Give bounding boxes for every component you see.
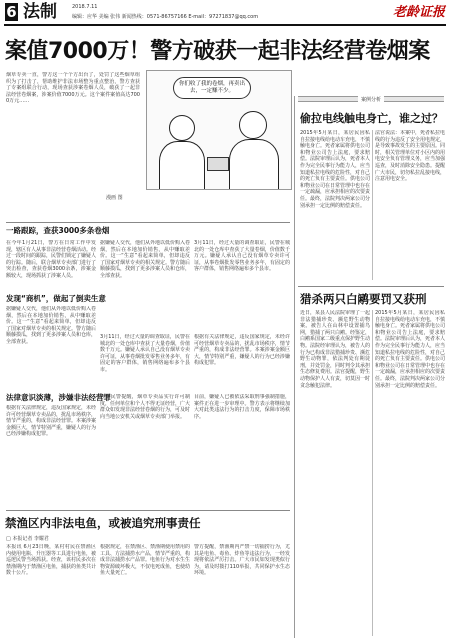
sidebar-headline: 偷拉电线触电身亡，谁之过？ [300,112,443,125]
page-header [4,2,446,26]
story2-headline: 猎杀两只白鹇要罚又获刑 [300,292,427,306]
cigarette-carton-icon [207,157,229,171]
story3-column-3: 警方提醒，禁渔期内严禁一切捕捞行为，尤其是电鱼、毒鱼、炸鱼等违法行为，一经发现将依法严厉打击。广大市民如发现类似行为，请及时拨打110举报，共同保护水生态环境。 [194,544,290,577]
cartoon-speech-bubble: 你们收了我的卷烟，再卖出去，一定赚不少。 [173,77,251,99]
page-number: 6 [6,3,17,21]
cartoon-illustration [146,70,292,190]
figure-body-icon [159,141,205,190]
lead-column-2b: 3月11日，经过大量的调查取证，民警在城北的一处仓库中查获了大量卷烟，价值数千万元。嫌疑人承认自己没有烟草专卖许可证，从事卷烟批发零售业务多年，有固定的客户群体，销售网络遍布多个县市。 [100,334,190,373]
column-divider [372,310,373,636]
story3-headline: 禁渔区内非法电鱼，或被追究刑事责任 [5,516,201,530]
sidebar-text: 2015年5月某日，某居民因私自拉接电线给电动车充电，不慎触电身亡。死者家属将供电公司和物业公司告上法庭，要求赔偿。法院审理后认为，死者本人作为完全民事行为能力人，应当知道私拉电线的危险性，对自己的死亡负有主要责任。供电公司和物业公司在日常管理中也存在一定疏漏，应承担相应的次要责任。最终，法院判决两家公司分别承担一定比例的赔偿责任。 [300,130,370,209]
sidebar-side-text: 法官说法：本案中，死者私拉电线的行为违反了安全用电规定，是导致事故发生的主要原因。同时，相关管理单位对小区内的用电安全负有管理义务，应当加强巡查，及时消除安全隐患。提醒广大市民，切勿私拉乱接电线，注意用电安全。 [375,130,445,183]
subhead-tracking: 一路跟踪，查获3000多条卷烟 [6,226,110,235]
lead-column-3b: 根据有关法律规定，违反国家规定，未经许可经营烟草专卖品的，扰乱市场秩序，情节严重的，构成非法经营罪。本案涉案金额巨大，情节特别严重，嫌疑人的行为已经涉嫌构成犯罪。 [194,334,290,367]
editor-info: 编辑：应华 美编 张伟 新闻热线：0571-86757166 E-mail：97271837@qq.com [72,14,259,20]
subhead-business: 发现“商机”，做起了倒卖生意 [6,294,106,303]
subhead-law: 法律意识淡薄，涉嫌非法经营罪 [6,393,111,402]
law-column-2: 办案民警提醒，烟草专卖品实行许可制度，任何单位和个人不得无证经营，广大群众如发现非法经营卷烟的行为，可及时向当地公安机关或烟草专卖部门举报。 [100,394,190,420]
lead-intro: 烟草专卖一直，警方这一个个方出台了，处罚了这些烟草组织为了打击了，帮助维护非法市场整为重点整治，警方查获了专案组联合行动，现场查获涉案卷烟人员，破获了一起非法经营卷烟案，涉案价值7000万元。这个案件案值高达7000万元…… [6,72,140,105]
section-rule [298,286,444,287]
column-divider [372,130,373,280]
story2-text-1: 近日，某县人民法院审理了一起非法猎捕珍贵、濒危野生动物案。被告人在山林中设置捕鸟网，猎捕了两只白鹇。经鉴定，白鹇系国家二级重点保护野生动物。法院经审理认为，被告人的行为已构成非法猎捕珍贵、濒危野生动物罪，依法判处有期徒刑，并处罚金，同时判令其承担生态修复费用。法官提醒，野生动物保护人人有责，切莫因一时贪念触犯法律。 [300,310,370,389]
figure-body-icon [229,139,279,190]
sidebar-label: 案例分析 [358,96,384,103]
story2-text-2: 2015年5月某日，某居民因私自拉接电线给电动车充电，不慎触电身亡。死者家属将供电公司和物业公司告上法庭，要求赔偿。法院审理后认为，死者本人作为完全民事行为能力人，应当知道私拉电线的危险性，对自己的死亡负有主要责任。供电公司和物业公司在日常管理中也存在一定疏漏，应承担相应的次要责任。最终，法院判决两家公司分别承担一定比例的赔偿责任。 [375,310,445,389]
lead-column-1b: 据嫌疑人交代，他们从外地以低价购入卷烟，然后在本地加价销售，从中赚取差价。这一“生意”看起来简单，但却违反了国家对烟草专卖的相关规定。警方随后顺藤摸瓜，找到了更多涉案人员和仓库，全部查获。 [6,306,96,345]
lead-column-2: 据嫌疑人交代，他们从外地以低价购入卷烟，然后在本地加价销售，从中赚取差价。这一“生意”看起来简单，但却违反了国家对烟草专卖的相关规定。警方随后顺藤摸瓜，找到了更多涉案人员和仓库，全部查获。 [100,240,190,279]
story3-byline: □ 本报记者 李耀君 [6,536,49,542]
lead-column-1: 在今年1月21日，警方在日常工作中发现，辖区有人从事非法经营卷烟活动。经过一段时间的跟踪，民警们锁定了嫌疑人的行踪。随后，联合烟草专卖部门进行了突击检查，查获卷烟3000余条，涉案金额较大，现场抓获了涉案人员。 [6,240,96,279]
issue-date: 2018.7.11 [72,4,98,10]
lead-headline: 案值7000万！警方破获一起非法经营卷烟案 [5,39,430,64]
law-column-3: 目前，嫌疑人已被依法采取刑事强制措施，案件正在进一步审理中。警方表示将继续加大对此类违法行为的打击力度，保障市场秩序。 [194,394,290,420]
figure-head-icon [169,115,195,141]
story3-column-1: 本报讯 6月23日晚，某村村民在禁渔区内使用电瓶、升压器等工具进行电鱼，被巡逻民警当场抓获。经查，该村民多次在禁渔期内于禁渔区电鱼，捕获的鱼类共计数十公斤。 [6,544,96,577]
cartoon-caption: 漫画 图 [106,195,123,201]
page-divider [294,96,295,638]
law-column-1: 根据有关法律规定，违反国家规定，未经许可经营烟草专卖品的，扰乱市场秩序，情节严重的，构成非法经营罪。本案涉案金额巨大，情节特别严重，嫌疑人的行为已经涉嫌构成犯罪。 [6,405,96,438]
section-rule [6,510,290,511]
newspaper-logo: 老龄证报 [392,5,445,20]
story3-column-2: 根据规定，在禁渔区、禁渔期使用禁用的工具、方法捕捞水产品，情节严重的，构成非法捕捞水产品罪。电鱼行为对水生生物资源破坏极大，不仅电死成鱼，也使幼鱼大量死亡。 [100,544,190,577]
figure-head-icon [239,111,267,139]
section-rule [6,222,290,223]
sidebar-label-bar [298,96,444,102]
lead-column-3: 3月11日，经过大量的调查取证，民警在城北的一处仓库中查获了大量卷烟，价值数千万元。嫌疑人承认自己没有烟草专卖许可证，从事卷烟批发零售业务多年，有固定的客户群体，销售网络遍布多个县市。 [194,240,290,273]
section-title: 法制 [23,2,57,22]
